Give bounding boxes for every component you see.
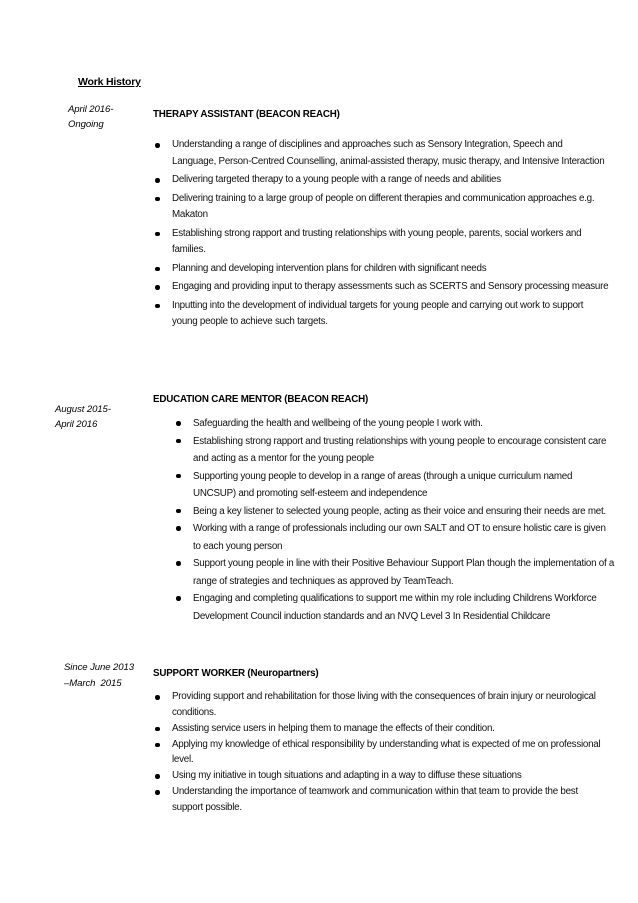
date-line: April 2016 bbox=[55, 419, 98, 430]
job-duties-list bbox=[154, 689, 609, 816]
list-item: Understanding the importance of teamwork and communication within that team to provide the best support possible. bbox=[154, 784, 609, 815]
list-item: Using my initiative in tough situations and adapting in a way to diffuse these situations bbox=[154, 768, 609, 784]
list-item: Establishing strong rapport and trusting relationships with young people, parents, social workers and families. bbox=[154, 226, 609, 259]
list-item: Planning and developing intervention plans for children with significant needs bbox=[154, 261, 609, 278]
job-title: SUPPORT WORKER (Neuropartners) bbox=[153, 668, 319, 679]
list-item: Supporting young people to develop in a range of areas (through a unique curriculum named UNCSUP) and promoting self-esteem and independence bbox=[175, 468, 615, 503]
job-date bbox=[68, 102, 113, 132]
date-line: Ongoing bbox=[68, 119, 104, 130]
list-item: Support young people in line with their Positive Behaviour Support Plan though the implementation of a range of strategies and techniques as approved by TeamTeach. bbox=[175, 555, 615, 590]
list-item: Being a key listener to selected young people, acting as their voice and ensuring their needs are met. bbox=[175, 503, 615, 521]
section-heading: Work History bbox=[78, 76, 141, 88]
list-item: Understanding a range of disciplines and approaches such as Sensory Integration, Speech and Language, Person-Centred Counselling, animal-assisted therapy, music therapy, and Intensive Interaction bbox=[154, 137, 609, 170]
list-item: Delivering targeted therapy to a young people with a range of needs and abilities bbox=[154, 172, 609, 189]
list-item: Engaging and providing input to therapy assessments such as SCERTS and Sensory processing measure bbox=[154, 279, 609, 296]
date-line: Since June 2013 bbox=[64, 662, 134, 673]
list-item: Safeguarding the health and wellbeing of the young people I work with. bbox=[175, 415, 615, 433]
list-item: Providing support and rehabilitation for those living with the consequences of brain injury or neurological conditions. bbox=[154, 689, 609, 720]
job-date bbox=[64, 660, 134, 692]
job-title: THERAPY ASSISTANT (BEACON REACH) bbox=[153, 109, 340, 120]
list-item: Applying my knowledge of ethical responsibility by understanding what is expected of me on professional level. bbox=[154, 737, 609, 768]
job-title: EDUCATION CARE MENTOR (BEACON REACH) bbox=[153, 394, 369, 405]
list-item: Inputting into the development of individual targets for young people and carrying out work to support young people to achieve such targets. bbox=[154, 298, 609, 331]
list-item: Assisting service users in helping them to manage the effects of their condition. bbox=[154, 721, 609, 737]
job-date bbox=[55, 402, 111, 432]
date-line: August 2015- bbox=[55, 404, 111, 415]
job-duties-list bbox=[175, 415, 615, 625]
list-item: Delivering training to a large group of people on different therapies and communication approaches e.g. Makaton bbox=[154, 191, 609, 224]
list-item: Engaging and completing qualifications to support me within my role including Childrens Workforce Development Council induction standards and an NVQ Level 3 In Residential Childcare bbox=[175, 590, 615, 625]
date-line: –March 2015 bbox=[64, 678, 122, 689]
list-item: Establishing strong rapport and trusting relationships with young people to encourage consistent care and acting as a mentor for the young people bbox=[175, 433, 615, 468]
list-item: Working with a range of professionals including our own SALT and OT to ensure holistic care is given to each young person bbox=[175, 520, 615, 555]
job-duties-list bbox=[154, 137, 609, 333]
date-line: April 2016- bbox=[68, 104, 114, 115]
